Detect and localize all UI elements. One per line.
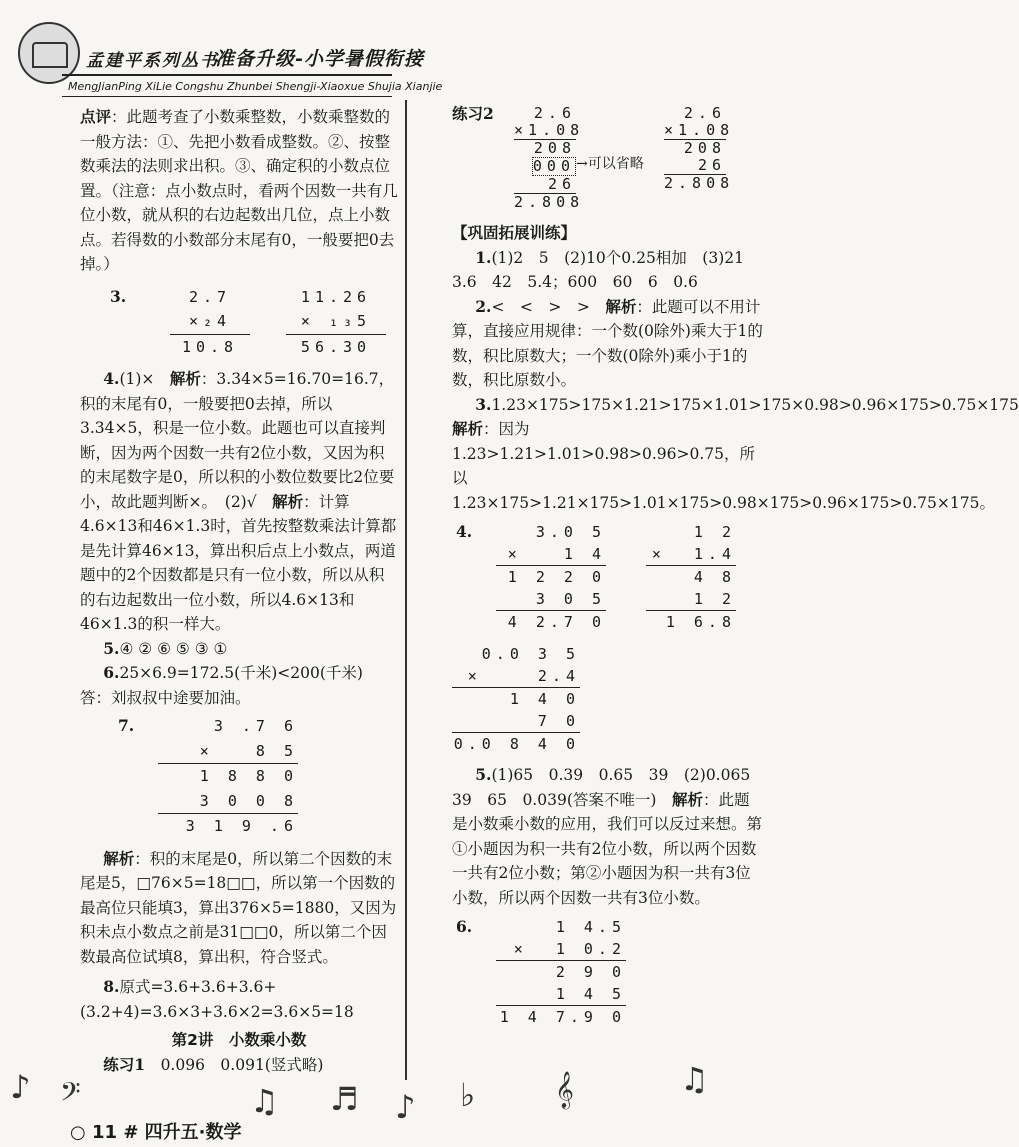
calc-row: 3 1 9 .6 bbox=[158, 813, 298, 839]
calc-row: 1 4 0 bbox=[452, 687, 580, 710]
music-note-icon: ♫ bbox=[680, 1060, 709, 1098]
jiexi-label: 解析 bbox=[169, 369, 201, 388]
jiexi-label: 解析 bbox=[452, 419, 484, 438]
calc-row: 7 0 bbox=[537, 712, 580, 730]
r3-line bbox=[452, 393, 1019, 516]
r5-line bbox=[452, 763, 764, 910]
r1-line bbox=[452, 246, 764, 295]
calc-row: 1 4 7.9 0 bbox=[496, 1005, 626, 1028]
calc-row: 10.8 bbox=[170, 334, 250, 360]
q7-explain bbox=[80, 847, 398, 970]
r2-explain: ：此题可以不用计算，直接应用规律：一个数(0除外)乘大于1的数，积比原数大；一个数(0除外)乘小于1的数，积比原数小。 bbox=[452, 297, 763, 389]
r4c-vertical bbox=[452, 643, 580, 755]
music-note-icon: ♪ bbox=[10, 1068, 31, 1106]
ex2-note: →可以省略 bbox=[576, 156, 644, 172]
calc-row: 208 bbox=[664, 139, 726, 157]
jiexi-label: 解析 bbox=[272, 491, 304, 511]
right-column bbox=[452, 104, 1019, 1028]
r6-block bbox=[452, 916, 764, 1028]
q5-line bbox=[80, 637, 398, 662]
q4-label: 4. bbox=[103, 369, 120, 388]
calc-row: 2.6 bbox=[683, 104, 726, 122]
q8-answer: 原式=3.6+3.6+3.6+(3.2+4)=3.6×3+3.6×2=3.6×5=18 bbox=[80, 978, 354, 1021]
page-number: 11 bbox=[91, 1122, 118, 1143]
calc-row: 2.7 bbox=[188, 287, 232, 306]
jiexi-label: 解析 bbox=[671, 789, 703, 809]
q4-explain1: ：3.34×5=16.70=16.7，积的末尾有0，一般要把0去掉，所以3.34×5，积是一位小数。此题也可以直接判断，因为两个因数一共有2位小数，又因为积的末尾数字是0，所以积的小数位数要比2位要小，故此题判断×。 bbox=[80, 370, 395, 511]
r5-explain: ：此题是小数乘小数的应用，我们可以反过来想。第①小题因为积一共有2位小数，所以两个因数一共有2位小数；第②小题因为积一共有3位小数，所以两个因数一共有3位小数。 bbox=[452, 790, 763, 907]
music-note-icon: ♫ bbox=[250, 1082, 279, 1120]
header-pinyin: MengJianPing XiLie Congshu Zhunbei Shengji-Xiaoxue Shujia Xianjie bbox=[68, 80, 443, 93]
r2-line bbox=[452, 295, 764, 393]
r5-label: 5. bbox=[475, 765, 492, 784]
calc-row: ×1.08 bbox=[514, 121, 585, 139]
music-note-icon: ♪ bbox=[395, 1088, 416, 1126]
calc-row: 4 8 bbox=[646, 565, 736, 588]
q3-label: 3. bbox=[110, 286, 127, 306]
column-divider bbox=[405, 100, 407, 1080]
calc-row: ×₂4 bbox=[188, 312, 232, 330]
calc-row: 1 4.5 bbox=[555, 918, 626, 936]
r4b-vertical bbox=[646, 521, 736, 633]
q4-explain2: ：计算4.6×13和46×1.3时，首先按整数乘法计算都是先计算46×13，算出积后点上小数点，两道题中的2个因数都是只有一位小数，所以从积的右边起数出一位小数，所以4.6×13和46×1.3的积一样大。 bbox=[80, 492, 397, 633]
flat-icon: ♭ bbox=[460, 1076, 476, 1114]
book-title: 准备升级-小学暑假衔接 bbox=[215, 48, 424, 70]
calc-row: × 2.4 bbox=[467, 667, 580, 685]
q4-answer1: (1)× bbox=[119, 370, 155, 388]
r4a-vertical bbox=[496, 521, 606, 633]
r3-answer: 1.23×175>175×1.21>175×1.01>175×0.98>0.96×175>0.75×175 bbox=[491, 395, 1019, 414]
q5-label: 5. bbox=[103, 638, 120, 658]
q4-answer2: (2)√ bbox=[224, 492, 257, 511]
header-rule bbox=[62, 74, 392, 76]
q7-explain-text: ：积的末尾是0，所以第二个因数的末尾是5，□76×5=18□□，所以第一个因数的最高位只能填3，算出376×5=1880，又因为积未点小数点之前是31□□0，所以第二个因数最高位试填8，算出积，符合竖式。 bbox=[80, 849, 397, 966]
ex2-note-text: 可以省略 bbox=[587, 156, 644, 172]
dianping-paragraph bbox=[80, 105, 398, 277]
calc-row: 1 2 2 0 bbox=[496, 565, 606, 588]
header-rule-bottom bbox=[62, 96, 392, 97]
dianping-label: 点评 bbox=[80, 107, 112, 126]
calc-row: 1 6.8 bbox=[646, 610, 736, 633]
ex2-label: 练习2 bbox=[452, 104, 494, 123]
r6-vertical bbox=[496, 916, 626, 1028]
q7-label: 7. bbox=[118, 716, 135, 735]
ex2a-vertical bbox=[514, 104, 585, 211]
calc-row: 11.26 bbox=[300, 287, 372, 306]
treble-clef-icon: 𝄞 bbox=[555, 1070, 574, 1108]
page-footer-label: ○ 11 # 四升五·数学 bbox=[70, 1122, 242, 1143]
music-note-icon: ♬ bbox=[330, 1080, 359, 1118]
r6-label: 6. bbox=[456, 917, 473, 936]
calc-row: 0.0 3 5 bbox=[481, 645, 580, 663]
q5-answer: ④ ② ⑥ ⑤ ③ ① bbox=[119, 639, 228, 658]
bass-clef-icon: 𝄢 bbox=[60, 1076, 81, 1114]
calc-row: 26 bbox=[697, 156, 726, 174]
calc-row: 56.30 bbox=[286, 334, 386, 360]
calc-row: 208 bbox=[514, 139, 576, 157]
calc-row: 3.0 5 bbox=[535, 523, 606, 541]
calc-row: 1 4 5 bbox=[555, 985, 626, 1003]
calc-row: 2.808 bbox=[514, 193, 585, 211]
calc-row: 1 2 bbox=[693, 523, 736, 541]
r2-answer: < < > > bbox=[491, 297, 590, 316]
q8-label: 8. bbox=[103, 977, 120, 996]
r4-block bbox=[452, 521, 764, 633]
r3-explain: ：因为1.23>1.21>1.01>0.98>0.96>0.75，所以1.23×175>1.21×175>1.01×175>0.98×175>0.96×175>0.75×175。 bbox=[452, 420, 995, 512]
r3-label: 3. bbox=[475, 394, 492, 414]
dianping-text: ：此题考查了小数乘整数，小数乘整数的一般方法：①、先把小数看成整数。②、按整数乘法的法则求出积。③、确定积的小数点位置。（注意：点小数点时，看两个因数一共有几位小数，就从积的右边起数出几位，点上小数点。若得数的小数部分末尾有0，一般要把0去掉。） bbox=[80, 108, 398, 273]
calc-row: ×1.08 bbox=[664, 121, 735, 139]
jiexi-label: 解析 bbox=[605, 296, 637, 316]
q3b-vertical bbox=[286, 285, 386, 360]
calc-row: 3 .7 6 bbox=[213, 717, 298, 735]
calc-row: 4 2.7 0 bbox=[496, 610, 606, 633]
r1-answer: (1)2 5 (2)10个0.25相加 (3)21 3.6 42 5.4；600 60 6 0.6 bbox=[452, 248, 760, 291]
ex2-block bbox=[452, 105, 764, 211]
r5-answer: (1)65 0.39 0.65 39 (2)0.065 39 65 0.039(答案不唯一) bbox=[452, 766, 766, 809]
q6-label: 6. bbox=[103, 663, 120, 682]
series-name: 孟建平系列丛书 bbox=[86, 51, 219, 71]
omittable-row: 000 bbox=[532, 157, 575, 175]
calc-row: 1 2 bbox=[693, 590, 736, 608]
calc-row: × 8 5 bbox=[199, 741, 298, 760]
calc-row: × 1.4 bbox=[651, 545, 736, 563]
calc-row: 2.6 bbox=[533, 104, 576, 122]
calc-row: 26 bbox=[547, 175, 576, 193]
q8-line bbox=[80, 975, 398, 1024]
calc-row: 1 8 8 0 bbox=[158, 763, 298, 789]
calc-row: 0.0 8 4 0 bbox=[452, 732, 580, 755]
calc-row: 3 0 5 bbox=[535, 590, 606, 608]
r1-label: 1. bbox=[475, 247, 492, 267]
r4-label: 4. bbox=[456, 522, 473, 541]
grade-subject: 四升五·数学 bbox=[144, 1122, 242, 1143]
calc-row: 3 0 0 8 bbox=[199, 791, 298, 810]
ex1-line bbox=[80, 1053, 398, 1078]
q7-vertical bbox=[158, 714, 298, 839]
ex1-label: 练习1 bbox=[103, 1054, 146, 1074]
ex1-answer: 0.096 0.091(竖式略) bbox=[160, 1055, 324, 1074]
calc-row: × 1 0.2 bbox=[513, 940, 626, 958]
q6-answer: 25×6.9=172.5(千米)<200(千米) bbox=[119, 664, 363, 682]
lesson-title: 第2讲 小数乘小数 bbox=[171, 1031, 307, 1049]
ex2b-vertical bbox=[664, 104, 735, 211]
section-title: 【巩固拓展训练】 bbox=[452, 223, 577, 242]
left-column bbox=[80, 105, 398, 1077]
q4-paragraph bbox=[80, 367, 398, 637]
r2-label: 2. bbox=[475, 296, 492, 316]
q6-conclusion: 答：刘叔叔中途要加油。 bbox=[80, 688, 251, 707]
calc-row: 2 9 0 bbox=[496, 960, 626, 983]
calc-row: × 1 4 bbox=[507, 545, 606, 563]
q3a-vertical bbox=[170, 285, 250, 360]
calc-row: × ₁₃5 bbox=[300, 312, 372, 330]
q6-line bbox=[80, 661, 398, 686]
q3-block bbox=[80, 285, 398, 360]
calc-row: 2.808 bbox=[664, 174, 735, 192]
q7-block bbox=[80, 714, 398, 839]
jiexi-label: 解析 bbox=[103, 848, 135, 868]
